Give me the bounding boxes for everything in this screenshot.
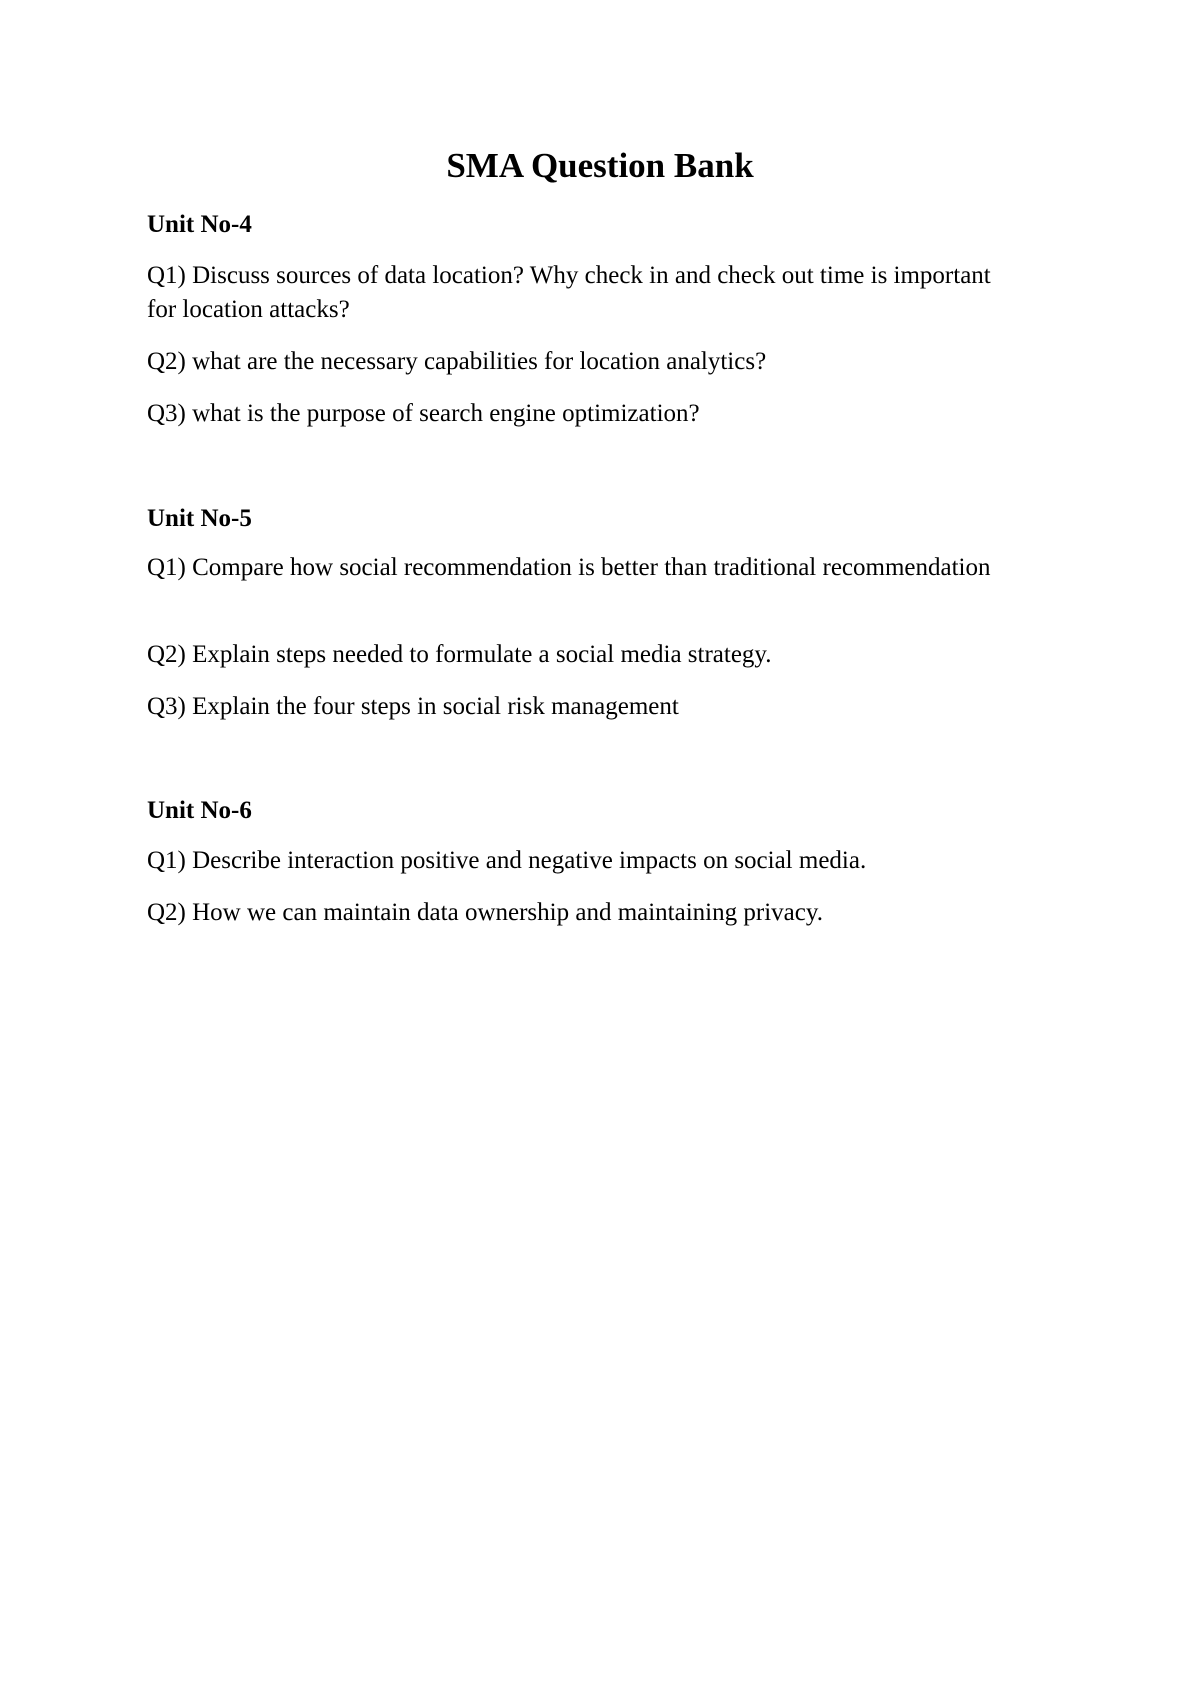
page-title: SMA Question Bank <box>446 146 754 185</box>
unit-heading-5: Unit No-5 <box>147 505 252 532</box>
unit-6-question-1: Q1) Describe interaction positive and negative impacts on social media. <box>147 847 867 874</box>
unit-4-question-1: Q1) Discuss sources of data location? Why check in and check out time is important for location attacks? <box>147 262 991 323</box>
unit-4-question-3: Q3) what is the purpose of search engine optimization? <box>147 400 700 427</box>
unit-5-question-2: Q2) Explain steps needed to formulate a social media strategy. <box>147 641 772 668</box>
unit-heading-4: Unit No-4 <box>147 211 252 238</box>
unit-5-question-1: Q1) Compare how social recommendation is better than traditional recommendation <box>147 554 991 581</box>
unit-heading-6: Unit No-6 <box>147 797 252 824</box>
unit-4-question-2: Q2) what are the necessary capabilities for location analytics? <box>147 348 767 375</box>
unit-6-question-2: Q2) How we can maintain data ownership and maintaining privacy. <box>147 899 823 926</box>
unit-5-question-3: Q3) Explain the four steps in social risk management <box>147 693 679 720</box>
